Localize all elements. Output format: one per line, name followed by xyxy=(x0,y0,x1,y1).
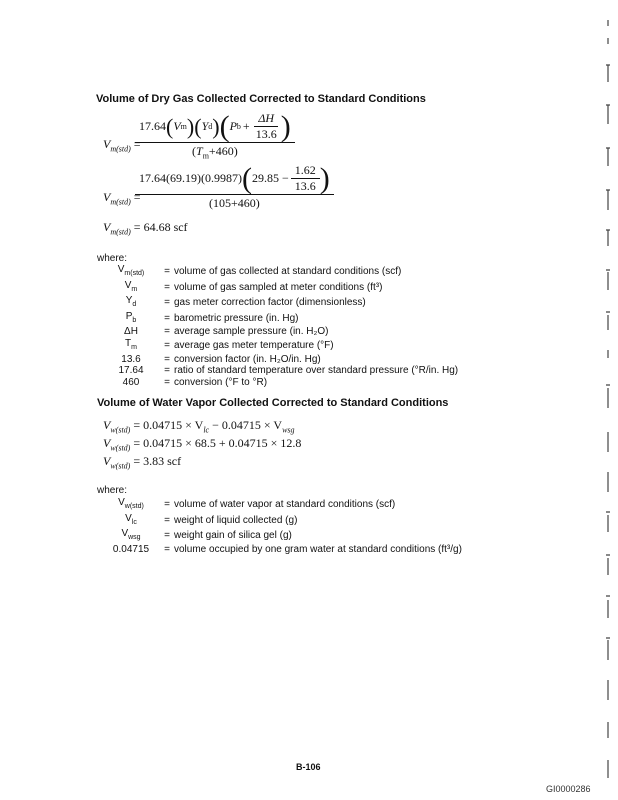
num-plus: + xyxy=(242,119,250,133)
definition-symbol-sub: m(std) xyxy=(124,270,145,277)
definition-symbol xyxy=(102,354,160,366)
definition-symbol-sub: wsg xyxy=(128,534,141,542)
num-const: 17.64 xyxy=(139,119,166,133)
water-eq-1 xyxy=(103,418,295,434)
lhs-var: V xyxy=(103,137,111,151)
den-rest: +460 xyxy=(208,144,234,158)
definition-symbol-text: T xyxy=(125,337,132,349)
definition-symbol-sub: m xyxy=(131,343,137,351)
water-eq3-var: V xyxy=(103,454,111,468)
dh-fraction xyxy=(252,112,281,141)
definition-row xyxy=(102,264,458,280)
den-t: T xyxy=(196,144,203,158)
definition-symbol-text: V xyxy=(118,497,125,508)
num-p: P xyxy=(229,119,237,133)
water-eq2-sub: w(std) xyxy=(110,443,131,453)
where-label-2: where: xyxy=(97,485,128,496)
definition-symbol-text: Y xyxy=(125,295,133,307)
definition-description: volume of gas collected at standard conditions (scf) xyxy=(174,266,402,277)
definition-symbol-text: P xyxy=(125,310,133,322)
water-eq1-var: V xyxy=(103,418,111,432)
definition-symbol xyxy=(102,513,160,529)
num-vm: V xyxy=(173,119,181,133)
water-eq-3 xyxy=(103,454,181,470)
definition-symbol xyxy=(102,326,160,338)
definition-row xyxy=(102,513,462,529)
water-eq-2 xyxy=(103,436,301,452)
definition-symbol xyxy=(102,280,160,296)
water-eq1-sub2: wsg xyxy=(282,425,295,435)
definition-equals: = xyxy=(164,326,170,338)
den-t-sub: m xyxy=(202,151,209,161)
definition-symbol-text: 17.64 xyxy=(118,365,144,377)
definition-description: barometric pressure (in. Hg) xyxy=(174,312,299,324)
formula-numerator: 17.64 ( V m ) ( Y d ) ( P b + $\frac{\Delta H}{13.6}$ ) xyxy=(135,112,295,143)
definition-symbol-sub: b xyxy=(132,316,137,324)
result-text: = 64.68 scf xyxy=(133,220,188,234)
definition-description: average sample pressure (in. H₂O) xyxy=(174,326,329,338)
definition-description: weight of liquid collected (g) xyxy=(174,514,298,526)
section-1-heading: Volume of Dry Gas Collected Corrected to Standard Conditions xyxy=(96,93,426,105)
definition-symbol-text: 0.04715 xyxy=(112,543,150,555)
definition-equals: = xyxy=(164,281,170,293)
calc-inner-den: 13.6 xyxy=(294,179,316,193)
definition-symbol xyxy=(102,377,160,389)
definition-equals: = xyxy=(164,312,170,324)
definition-description: weight gain of silica gel (g) xyxy=(174,530,292,542)
definition-equals: = xyxy=(164,376,170,388)
definition-symbol-text: 13.6 xyxy=(121,353,141,365)
definition-symbol xyxy=(102,295,160,311)
definition-description: volume of gas sampled at meter conditions (ft³) xyxy=(174,281,383,293)
definition-equals: = xyxy=(164,530,170,542)
definition-symbol xyxy=(102,528,160,544)
page-number: B-106 xyxy=(296,762,321,772)
equals: = xyxy=(133,137,141,151)
result-lhs-var: V xyxy=(103,220,111,234)
definition-equals: = xyxy=(164,499,170,510)
margin-scan-marks xyxy=(588,0,618,800)
water-eq1-text: = 0.04715 × V xyxy=(133,418,204,432)
water-eq3-sub: w(std) xyxy=(110,461,131,471)
formula-denominator: $(T_m+460)$ xyxy=(192,144,238,161)
document-id: GI0000286 xyxy=(546,784,591,794)
calc-num-main: 17.64(69.19)(0.9987) xyxy=(139,171,242,185)
calc-equals: = xyxy=(133,190,141,204)
definition-symbol-sub: d xyxy=(132,301,137,309)
definition-row xyxy=(102,338,458,354)
water-eq2-var: V xyxy=(103,436,111,450)
definition-equals: = xyxy=(164,514,170,526)
where-label-1: where: xyxy=(97,253,128,264)
result-lhs-sub: m(std) xyxy=(110,227,131,237)
calc-numerator: 17.64(69.19)(0.9987) ( 29.85 − $\frac{1.62}{13.6}$ ) xyxy=(135,164,334,195)
definition-symbol xyxy=(102,311,160,327)
definition-row xyxy=(102,544,462,556)
water-eq2-text: = 0.04715 × 68.5 + 0.04715 × 12.8 xyxy=(133,436,302,450)
definition-symbol xyxy=(102,544,160,556)
definition-row xyxy=(102,528,462,544)
definition-description: volume of water vapor at standard conditions (scf) xyxy=(174,499,396,510)
definition-row xyxy=(102,377,458,389)
num-vm-sub: m xyxy=(180,122,187,131)
definition-row xyxy=(102,311,458,327)
definition-row xyxy=(102,326,458,338)
definition-symbol-sub: lc xyxy=(131,518,137,526)
dry-gas-result xyxy=(103,220,188,236)
water-eq1-mid: − 0.04715 × V xyxy=(209,418,283,432)
water-eq3-text: = 3.83 scf xyxy=(133,454,182,468)
dh-den: 13.6 xyxy=(255,127,277,141)
definition-equals: = xyxy=(164,543,170,555)
definitions-table-1 xyxy=(102,264,458,388)
definition-symbol xyxy=(102,365,160,377)
definition-symbol-sub: m xyxy=(131,285,138,293)
definition-equals: = xyxy=(164,297,170,309)
definition-row xyxy=(102,280,458,296)
calc-num-pb: 29.85 − xyxy=(251,171,289,185)
definition-equals: = xyxy=(164,339,170,351)
definition-description: ratio of standard temperature over standard pressure (°R/in. Hg) xyxy=(174,365,459,377)
definition-symbol xyxy=(102,264,160,280)
definition-symbol-text: V xyxy=(117,264,125,275)
definition-equals: = xyxy=(164,266,170,277)
calc-lhs-sub: m(std) xyxy=(110,197,131,207)
definition-row xyxy=(102,365,458,377)
lhs-sub: m(std) xyxy=(110,144,131,154)
definition-symbol xyxy=(102,497,160,513)
definition-description: gas meter correction factor (dimensionless) xyxy=(174,297,366,309)
calc-denominator: (105+460) xyxy=(209,196,260,210)
definitions-table-2 xyxy=(102,497,462,555)
calc-inner-fraction xyxy=(291,164,320,193)
calc-lhs-var: V xyxy=(103,190,111,204)
definition-description: volume occupied by one gram water at standard conditions (ft³/g) xyxy=(174,543,462,555)
definition-equals: = xyxy=(164,353,170,365)
definition-equals: = xyxy=(164,365,170,377)
num-y-sub: d xyxy=(208,122,213,131)
formula-fraction xyxy=(135,109,295,161)
section-2-heading: Volume of Water Vapor Collected Corrected to Standard Conditions xyxy=(97,397,449,409)
definition-symbol-text: V xyxy=(124,279,132,291)
definition-row xyxy=(102,295,458,311)
definition-symbol xyxy=(102,338,160,354)
definition-description: conversion factor (in. H₂O/in. Hg) xyxy=(174,353,321,365)
definition-row xyxy=(102,354,458,366)
num-p-sub: b xyxy=(236,122,241,131)
definition-symbol-text: V xyxy=(121,528,129,540)
num-y: Y xyxy=(201,119,209,133)
calc-inner-num: 1.62 xyxy=(291,164,320,179)
definition-description: conversion (°F to °R) xyxy=(174,376,268,388)
dh-num: ΔH xyxy=(254,112,278,127)
definition-symbol-text: ΔH xyxy=(124,326,138,338)
definition-symbol-text: V xyxy=(125,512,132,524)
definition-symbol-text: 460 xyxy=(122,376,140,388)
calc-fraction xyxy=(135,161,334,211)
water-eq1-sub1: lc xyxy=(203,425,210,435)
water-eq1-sub: w(std) xyxy=(110,425,131,435)
definition-symbol-sub: w(std) xyxy=(124,503,144,510)
definition-description: average gas meter temperature (°F) xyxy=(174,339,334,351)
definition-row xyxy=(102,497,462,513)
